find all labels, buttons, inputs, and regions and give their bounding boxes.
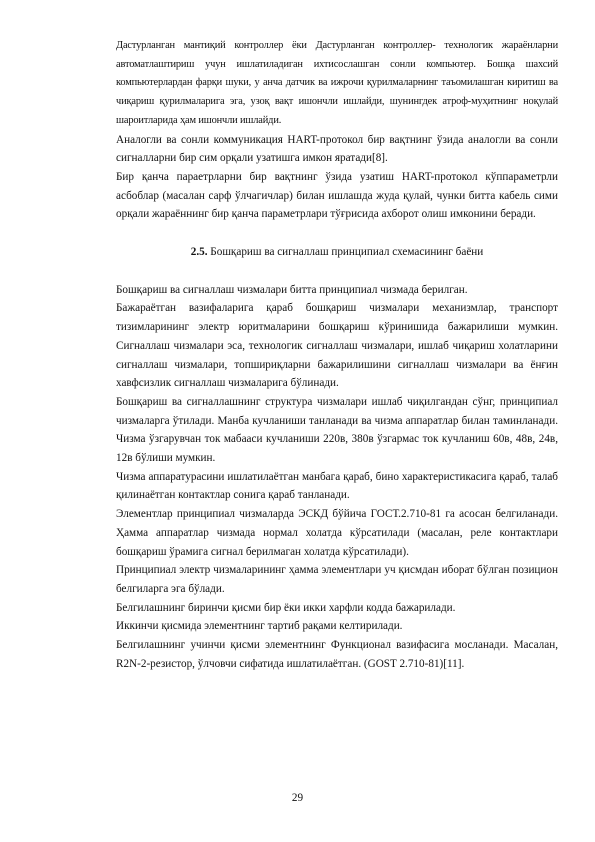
section-number: 2.5.	[190, 246, 208, 259]
paragraph-positional-designations: Принципиал электр чизмаларининг ҳамма элементлари уч қисмдан иборат бўлган позицион белгиларга эга бўлади.	[116, 564, 558, 595]
page-content	[116, 37, 558, 674]
paragraph-hart-multiparameter: Бир қанча параетрларни бир вақтнинг ўзида узатиш HART-протокол кўппараметрли асбоблар (масалан сарф ўлчагичлар) билан ишлашда жуда қулай, чунки битта кабель сими орқали жараённинг бир қанча параметрлари тўғрисида ахборот олиш имконини беради.	[116, 170, 558, 221]
paragraph-structure-to-principal: Бошқариш ва сигналлашнинг структура чизмалари ишлаб чиқилгандан сўнг, принципиал чизмаларга ўтилади. Манба кучланиши танланади ва чизма аппаратлар билан таминланади. Чизма ўзгарувчан ток мабааси кучланиши 220в, 380в ўзгармас ток кучланиш 60в, 48в, 24в, 12в бўлиши мумкин.	[116, 395, 558, 465]
paragraph-apparatus-selection: Чизма аппаратурасини ишлатилаётган манбага қараб, бино характеристикасига қараб, талаб қилинаётган контактлар сонига қараб танланади.	[116, 470, 558, 502]
paragraph-control-diagrams-intro: Бошқариш ва сигналлаш чизмалари битта принципиал чизмада берилган.	[116, 283, 468, 296]
paragraph-diagram-types: Бажараётган вазифаларига қараб бошқариш чизмалари механизмлар, транспорт тизимларининг электр юритмаларини бошқариш кўринишида бажарилиши мумкин. Сигналлаш чизмалари эса, технологик сигналлаш чизмалари, ишлаб чиқариш холатларини сигналлаш чизмалари, топшириқларни бажарилишини сигналлаш чизмалари ва ёнғин хавфсизлик сигналлаш чизмаларига бўлинади.	[116, 302, 558, 390]
section-title: Бошқариш ва сигналлаш принципиал схемасининг баёни	[207, 246, 484, 259]
paragraph-hart-analog-digital: Аналогли ва сонли коммуникация HART-протокол бир вақтнинг ўзида аналогли ва сонли сигналларни бир сим орқали узатишга имкон яратади[8].	[116, 133, 558, 165]
paragraph-designation-part-two: Иккинчи қисмида элементнинг тартиб рақами келтирилади.	[116, 620, 403, 633]
paragraph-designation-part-one: Белгилашнинг биринчи қисми бир ёки икки харфли кодда бажарилади.	[116, 601, 456, 614]
paragraph-plc-definition: Дастурланган мантиқий контроллер ёки Дастурланган контроллер- технологик жараёнларни автоматлаштириш учун ишлатиладиган ихтисослашган сонли компьютер. Бошқа шахсий компьютерлардан фарқи шуки, у анча датчик ва ижрочи қурилмаларнинг таъомилашган киритиш ва чиқариш қурилмаларига эга, узоқ вақт ишончли ишлайди, шунингдек атроф-муҳитнинг ноқулай шароитларида ҳам ишончли ишлайди.	[116, 40, 558, 126]
paragraph-designation-part-three: Белгилашнинг учинчи қисми элементнинг Функционал вазифасига мосланади. Масалан, R2N-2-резистор, ўлчовчи сифатида ишлатилаётган. (GOST 2.710-81)[11].	[116, 639, 558, 670]
page-number: 29	[291, 792, 304, 804]
section-heading	[116, 243, 558, 262]
paragraph-eskd-gost: Элементлар принципиал чизмаларда ЭСКД бўйича ГОСТ.2.710-81 га асосан белгиланади. Ҳамма аппаратлар чизмада нормал холатда кўрсатилади (масалан, реле контактлари бошқариш ўрамига сигнал берилмаган холатда кўрсатилади).	[116, 508, 558, 558]
